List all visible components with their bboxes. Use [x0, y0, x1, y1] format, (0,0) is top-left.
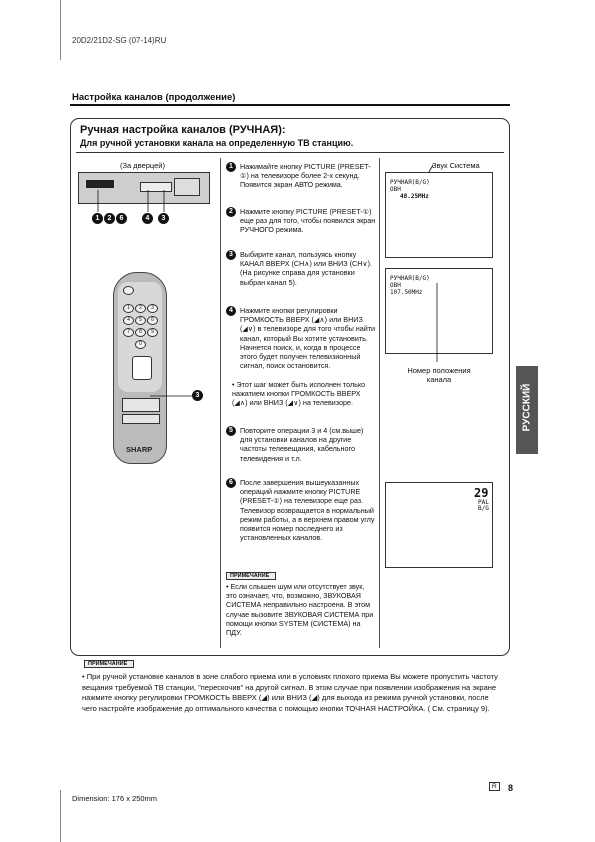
callout-line-remote	[150, 390, 196, 404]
step-3: 3 Выбирите канал, пользуясь кнопку КАНАЛ ВВЕРХ (CH∧) или ВНИЗ (CH∨). (На рисунке справа для установки выбран канал 5).	[226, 250, 376, 287]
osd-screen-normal: 29 PAL B/G	[385, 482, 493, 568]
step-1: 1 Нажимайте кнопку PICTURE (PRESET-①) на телевизоре более 2-х секунд. Появится экран АВТО режима.	[226, 162, 376, 190]
callout-3-remote: 3	[192, 390, 203, 401]
crop-mark	[60, 790, 61, 842]
step-2: 2 Нажмите кнопку PICTURE (PRESET-①) еще раз для того, чтобы появился экран РУЧНОГО режима.	[226, 207, 376, 235]
note-tag: ПРИМЕЧАНИЕ	[226, 572, 276, 580]
section-rule	[70, 104, 510, 106]
remote-key: 2	[135, 304, 146, 313]
channel-pos-label: Номер положения канала	[407, 366, 471, 384]
remote-ch-vol-pad	[132, 356, 152, 380]
bottom-note-text: • При ручной установке каналов в зоне слабого приема или в условиях плохого приема Вы можете пропустить частоту вещания требуемой ТВ станции, "перескочив" на другой сигнал. В этом случае при появлении изображения на экране нажмите кнопку регулировки ГРОМКОСТЬ ВВЕРХ (◢) или ВНИЗ (◢) для выхода из режима ручной установки, после чего настройте изображение до оптимального качества с помощью кнопки ТОЧНАЯ НАСТРОЙКА. ( См. страницу 9).	[82, 672, 498, 713]
channel-pos-pointer	[432, 282, 442, 364]
column-divider	[220, 158, 221, 648]
osd-screen-manual-1: РУЧНАЯ(B/G) ОВН 48.25МНz	[385, 172, 493, 258]
remote-system-row	[122, 414, 160, 424]
remote-key: 7	[123, 328, 134, 337]
remote-key: 8	[135, 328, 146, 337]
step-4-bullet: • Этот шаг может быть исполнен только нажатием кнопки ГРОМКОСТЬ ВВЕРХ (◢∧) или ВНИЗ (◢∨) на телевизоре.	[232, 380, 366, 408]
box-rule	[76, 152, 504, 153]
callout-3: 3	[158, 213, 169, 224]
callout-2: 2	[104, 213, 115, 224]
remote-key: 4	[123, 316, 134, 325]
dimension-note: Dimension: 176 x 250mm	[72, 794, 158, 803]
r-mark: R	[489, 782, 500, 791]
remote-key: 9	[147, 328, 158, 337]
callout-1: 1	[92, 213, 103, 224]
remote-key: 5	[135, 316, 146, 325]
remote-key: 6	[147, 316, 158, 325]
box-subtitle: Для ручной установки канала на определенную ТВ станцию.	[80, 138, 354, 148]
column-divider	[379, 158, 380, 648]
remote-power-button	[123, 286, 134, 295]
crop-mark	[60, 0, 61, 60]
step-5: 5 Повторите операции 3 и 4 (см.выше) для установки каналов на другие частоты телевещания, кабельного телевидения и т.л.	[226, 426, 376, 463]
callout-4: 4	[142, 213, 153, 224]
remote-key: 3	[147, 304, 158, 313]
section-title: Настройка каналов (продолжение)	[72, 92, 236, 103]
remote-key: 0	[135, 340, 146, 349]
box-title: Ручная настройка каналов (РУЧНАЯ):	[80, 124, 286, 136]
step-6: 6 После завершения вышеуказанных операций нажмите кнопку PICTURE (PRESET-①) на телевизоре еще раз. Телевизор возвращается в нормальный режим работы, а в верхнем правом углу появится номер последнего из установленных каналов.	[226, 478, 376, 542]
doc-code: 20D2/21D2-SG (07-14)RU	[72, 36, 167, 45]
page-number: 8	[508, 783, 514, 793]
note-text: • Если слышен шум или отсутствует звук, это означает, что, возможно, ЗВУКОВАЯ СИСТЕМА неправильно настроена. В этом случае вызовите ЗВУКОВАЯ СИСТЕМА при помощи кнопки SYSTEM (СИСТЕМА) на ПДУ.	[226, 582, 374, 638]
step-4: 4 Нажмите кнопки регулировки ГРОМКОСТЬ ВВЕРХ (◢∧) или ВНИЗ (◢∨) в телевизоре для того чтобы найти канал, который Вы хотите установить. Начнется поиск, и, когда в процессе этого будет получен телевизионный сигнал, поиск остановится.	[226, 306, 376, 370]
remote-key: 1	[123, 304, 134, 313]
sound-system-label: Звук Система	[432, 161, 480, 170]
bottom-note-tag: ПРИМЕЧАНИЕ	[84, 660, 134, 668]
callout-6: 6	[116, 213, 127, 224]
behind-door-label: (За дверцей)	[120, 161, 165, 170]
language-side-tab: РУССКИЙ	[516, 366, 538, 454]
osd-screen-manual-2: РУЧНАЯ(B/G) ОВН 107.50МНz	[385, 268, 493, 354]
brand-logo: SHARP	[126, 445, 153, 454]
